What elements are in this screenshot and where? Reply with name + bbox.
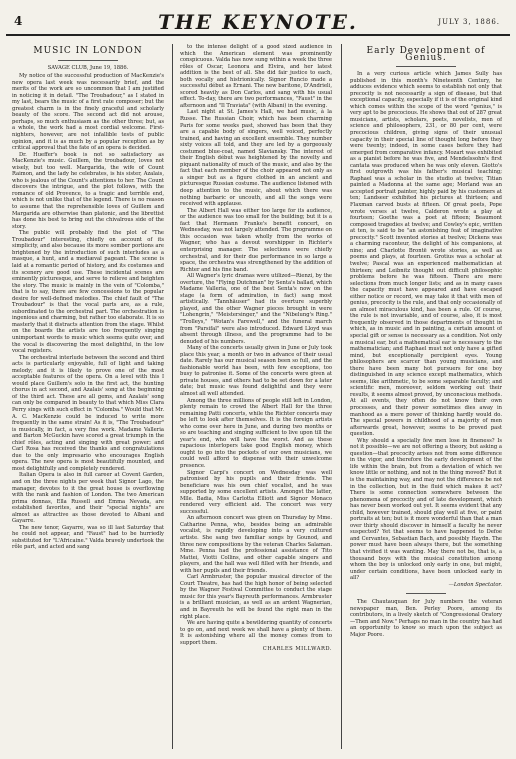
paragraph: The Albert Hall was either too large for its audience, or the audience was too small for the building; but it is a fact that Hermann Franke's benefit concert, on Wednesday, was not largely attended. The programme on this occasion was taken wholly from the works of Wagner, who has a devout worshipper in Richter's enterprising manager. The selections were chiefly orchestral, and for their due performance in so large a space, the orchestra was strengthened by the addition of Richter and his fine band. bbox=[180, 207, 332, 273]
news-note: The Chautauquan for July numbers the veteran newspaper man, Ben. Perley Poore, among its contributors, in a lively sketch of "Congressional Oratory—Then and Now." Perhaps no man in the country has had an opportunity to know so much upon the subject as Major Poore. bbox=[350, 599, 502, 639]
paragraph: We are having quite a bewildering quantity of concerts to go on, and next week we shall have a plenty of them. It is astonishing where all the money comes from to support them. bbox=[180, 620, 332, 646]
page-number: 4 bbox=[14, 14, 23, 28]
article-heading: MUSIC IN LONDON bbox=[33, 46, 143, 56]
section-divider bbox=[406, 593, 446, 594]
paragraph: to the intense delight of a good sized audience in which the American element was prominently conspicuous. Valda has now sung within a week the three rôles of Oscar, Leonora and Elvira, and her latest addition is the best of all. She did fair justice to each, both vocally and histrionically. Signor Runcio made a successful début as Ernani. The new baritone, D'Andrieli, scored heavily as Don Carlos, and sang with his usual effect. To-day, there are two performances, "Faust" in the afternoon and "Il Traviata" (with Albani) in the evening. bbox=[180, 44, 332, 109]
column-rule bbox=[172, 44, 173, 749]
paragraph: My notice of the successful production of MacKenzie's new opera last week was necessarily brief, and the merits of the work are so uncommon that I am justified in noticing it in detail. "The Troubadour," as I stated in my last, bears the music of a first rate composer; but the greatest charm is in the finely graceful and scholarly beauty of the score. The second act did not arouse, perhaps, so much enthusiasm as the other three; but, as a whole, the work had a most cordial welcome. First-nighters, however, are not infallible tests of public opinion, and it is as much by a popular reception as by critical approval that the fate of an opera is decided. bbox=[12, 73, 164, 152]
paragraph: Signor Carpi's concert on Wednesday was well patronised by his pupils and their friends. The beneficiare was his own chief vocalist, and he was supported by some excellent artists. Amongst the latter, Mlle. Badia, Miss Carlotta Elliott and Signor Monaco rendered very efficient aid. The concert was very successful. bbox=[180, 469, 332, 515]
paragraph: Why should a specially few men lose in fineness? Is not it possible—we are not offering a theory, but asking a question—that precocity arises not from some difference in the vigor, and therefore the early development of the life within the brain, but from a deviation of which we know little or nothing, and not in the thing moved? But it is the maintaining way, and may not the difference be not in the collection, but in the fluid which makes it act? There is some connection somewhere between the phenomena of precocity and of late development, which has never been worked out yet. It seems evident that any child, however trained, should play well at five, or paint portraits at ten; but is it more wonderful than that a man over thirty should discover in himself a faculty he never suspected? Yet that seems to have happened to Defoe and Cervantes, Sebastian Bach, and possibly Haydn. The power must have been always there, but the something that vivified it was wanting. May there not be, that is, a thousand boys with the musical constitution among whom the boy is unlocked only early in one, but might, under certain conditions, have been unlocked early in all? bbox=[350, 437, 502, 582]
paragraph: Among the three millions of people still left in London, plenty remain to crowd the Albert Hall for the three remaining Patti concerts, while the Richter concerts may be left to look after themselves. It is the foreign artists who come over here in June, and during two months or so are teaching and singing sufficient to live upon till the year's end, who will have the worst. And as these rapacious interlopers take good English money, which ought to go into the pockets of our own musicians, we could well afford to dispense with their unwelcome presence. bbox=[180, 397, 332, 469]
paragraph: Many of the concerts usually given in June or July took place this year, a month or two in advance of their usual date. Rarely has our musical season been so full, and the fashionable world has been, with few exceptions, too busy to patronise it. Some of the concerts were given at private houses, and others had to be set down for a later date; but music was found delightful and they were almost all well attended. bbox=[180, 345, 332, 397]
paragraph: The new tenor, Gayarre, was so ill last Saturday that he could not appear, and "Faust" had to be hurriedly substituted for "L'Africaine." Valda bravely undertook the rôle part, and acted and sang bbox=[12, 524, 164, 551]
paragraph: The orchestral interlude between the second and third acts is particularly enjoyable, full of light and taking melody; and it is likely to prove one of the most acceptable features of the opera. On a level with this I would place Guillem's solo in the first act, the hunting chorus in act second, and Azalais' song at the beginning of the third act. These are all gems, and Azalais' song can only be compared in beauty to that which Miss Clara Perry sings with such effect in "Colomba." Would that Mr. A. C. MacKenzie could be induced to write more frequently in the same strain! As it is, "The Troubadour" is musically, in fact, a very fine work. Madame Valleria and Barton McGuckin have scored a great triumph in the chief rôles, acting and singing with great power; and Carl Rosa has received the thanks and congratulations due to the only impresario who encourages English opera. The new opera is most beautifully mounted, and most delightfully and completely rendered. bbox=[12, 354, 164, 472]
paragraph: An afternoon concert was given on Thursday by Mme. Catharine Penna, who, besides being an admirable vocalist, is rapidly developing into a very cultured artiste. She sang two familiar songs by Gounod, and three new compositions by the veteran Charles Salaman. Mme. Penna had the professional assistance of Tito Mattei, Viotti Collins, and other capable singers and players, and the hall was well filled with her friends, and with her pupils and their friends. bbox=[180, 515, 332, 574]
column-early-development bbox=[350, 44, 502, 751]
newspaper-title: THE KEYNOTE. bbox=[158, 10, 358, 34]
heading-rule bbox=[396, 66, 456, 67]
paragraph: The public will probably find the plot of "The Troubadour" interesting, chiefly on account of its simplicity, and also because its more somber portions are brightened by the introduction of such interludes as a masque, a hunt, and a mediæval pageant. The scene is laid at a romantic period of history, and its costumes and its scenery are good use. These incidental scenes are eminently picturesque, and serve to relieve and heighten the story. The music is mainly in the vein of "Colomba," that is to say, there are few concessions to the popular desire for well-defined melodies. The chief fault of "The Troubadour" is that the vocal parts are, as a rule, subordinated to the orchestral part. The orchestration is ingenious and charming, but rather too elaborate. It is so masterly that it distracts attention from the stage. Whilst on the boards the artists are too frequently singing unimportant words to music which seems quite over, and the vocal is discovering the most delightful, in the low vocal registers. bbox=[12, 230, 164, 355]
paragraph: In a very curious article which James Sully has published in this month's Nineteenth Century, he adduces evidence which seems to establish not only that precocity is not necessarily a sign of disease, but that exceptional capacity, especially if it is of the original kind which comes within the scope of the word "genius," is very apt to be precocious. He shows that out of 287 great musicians, artists, scholars, poets, novelists, men of science and philosophers, 231, or 80 per cent, were precocious children, giving signs of their unusual capacity in their special line of thought long before they were twenty; indeed, in some cases before they had emerged from comparative infancy. Mozart was exhibited as a pianist before he was five, and Mendelssohn's first cantata was produced when he was only eleven. Giotto's first outgrowth was his father's musical teaching; Raphael was a scholar in the studio at twelve; Titian painted a Madonna at the same age; Morland was an accepted portrait painter, highly paid by his customers at ten; Landseer exhibited his pictures at thirteen; and Flaxman carved busts at fifteen. Of great poets, Pope wrote verses at twelve, Calderon wrote a play at fourteen; Goethe was a poet at fifteen; Beaumont composed tragedies at twelve; and Cowley's epic, written at ten, is said to be "an astonishing feat of imaginative precocity." Scott invented stories at twelve; Dickens was a charming raconteur, the delight of his companions, at nine; and Charlotte Brontë wrote stories, as well as poems and plays, at fourteen. Grotius was a scholar at twelve; Pascal was an experienced mathematician at thirteen; and Leibnitz thought out difficult philosophic problems before he was fifteen. There are mere selections from much longer lists; and as in many cases the capacity must have appeared and have escaped either notice or record, we may take it that with men of genius, precocity is the rule, and that only occasionally of an almost miraculous kind, has been a rule. Of course, the rule is not invariable, and of course, also, it is most frequently observed in those departments of thought in which, as in music and in painting, a certain amount of special gift or sense is necessary as a condition. Not only a musical ear, but a mathematical ear is necessary to the mathematician; and Raphael must not only have a gifted mind, but exceptionally percipient eyes. Young philosophers are scarcer than young musicians, and there have been many hot pursuers for one boy distinguished in any science except mathematics, which seems, like arithmetic, to be some separable faculty; and scientific men, moreover, seldom working out their results, it seems almost proved, by unconscious methods. At all events, they often do not know their own processes, and their power sometimes dies away in manhood as a mere power of thinking hardly would do. The special powers in childhood of a majority of men afterwards great, however, seems to be proved past question. bbox=[350, 71, 502, 438]
paragraph: Dr. Hueffer's book is not so satisfactory as MacKenzie's music. Guillem, the troubadour, loves not wisely, but too well. Margarida, the wife of Count Raimon, and the lady he celebrates, is his sister, Azalais, who is jealous of the Count's attentions to her. The Count discovers the intrigue, and the plot follows, with the romance of old Provence, to a tragic and terrible end, which is not unlike that of the legend. There is no reason to assume that the reprehensible loves of Guillem and Margarida are otherwise than platonic, and the librettist has done his best to bring out the chivalrous side of the story. bbox=[12, 151, 164, 230]
paragraph: All Wagner's lyric dramas were utilized—Rienzi, by the overture, the "Flying Dutchman" by Senta's ballad, which Madame Valleria, one of the best Senta's now on the stage (a form of admiration, in fact) sang most artistically. "Tannhäuser" had its overture superbly played, and the other Wagner pieces brought in were "Lohengrin," "Meistersinger," and the "Nibelung's Ring." "Trolleys," "Wotan's Farewell," and the funeral march from "Parsifal" were also introduced. Edward Lloyd was absent through illness, and the programme had to be denuded of his numbers. bbox=[180, 273, 332, 345]
article-source: —London Spectator. bbox=[448, 581, 502, 588]
heading-rule bbox=[58, 60, 118, 61]
author-signature: CHARLES MILLWARD. bbox=[262, 646, 332, 653]
issue-date: JULY 3, 1886. bbox=[438, 18, 500, 26]
column-music-continued bbox=[180, 44, 332, 751]
article-dateline: SAVAGE CLUB, June 19, 1886. bbox=[47, 64, 129, 71]
paragraph: Last night at St. James's Hall, we had music, à la Russe. The Russian Choir, which has been charming Paris for some weeks past, showed has been that they are a capable body of singers, well voiced, perfectly trained, and having an excellent ensemble. They number sixty voices all told, and they are led by a gorgeously costumed blue-coat, named Slaviansky. The interest of their English début was heightened by the novelty and piquant nationality of much of the music, and also by the fact that each member of the choir appeared not only as a singer but as a figure clothed in an ancient and picturesque Russian costume. The audience listened with deep attention to the music, about which there was nothing barbaric or uncouth, and all the songs were received with applause. bbox=[180, 109, 332, 208]
column-music-in-london bbox=[12, 44, 164, 751]
article-heading: Early Development of Genius. bbox=[366, 46, 486, 63]
paragraph: Carl Armbruster, the popular musical director of the Court Theatre, has had the high honor of being selected by the Wagner Festival Committee to conduct the stage music for this year's Bayreuth performances. Armbruster is a brilliant musician, as well as an ardent Wagnerian, and in Bayreuth he will be found the right man in the right place. bbox=[180, 574, 332, 620]
masthead bbox=[6, 10, 510, 36]
column-rule bbox=[341, 44, 342, 749]
paragraph: Italian Opera is also in full career at Covent Garden, and on the three nights per week that Signor Lago, the manager, devotes to it the great house is overflowing with the rank and fashion of London. The two American prima donnas, Ella Russell and Emma Nevada, are established favorites, and their "special nights" are almost as attractive as those devoted to Albani and Gayarre. bbox=[12, 472, 164, 525]
